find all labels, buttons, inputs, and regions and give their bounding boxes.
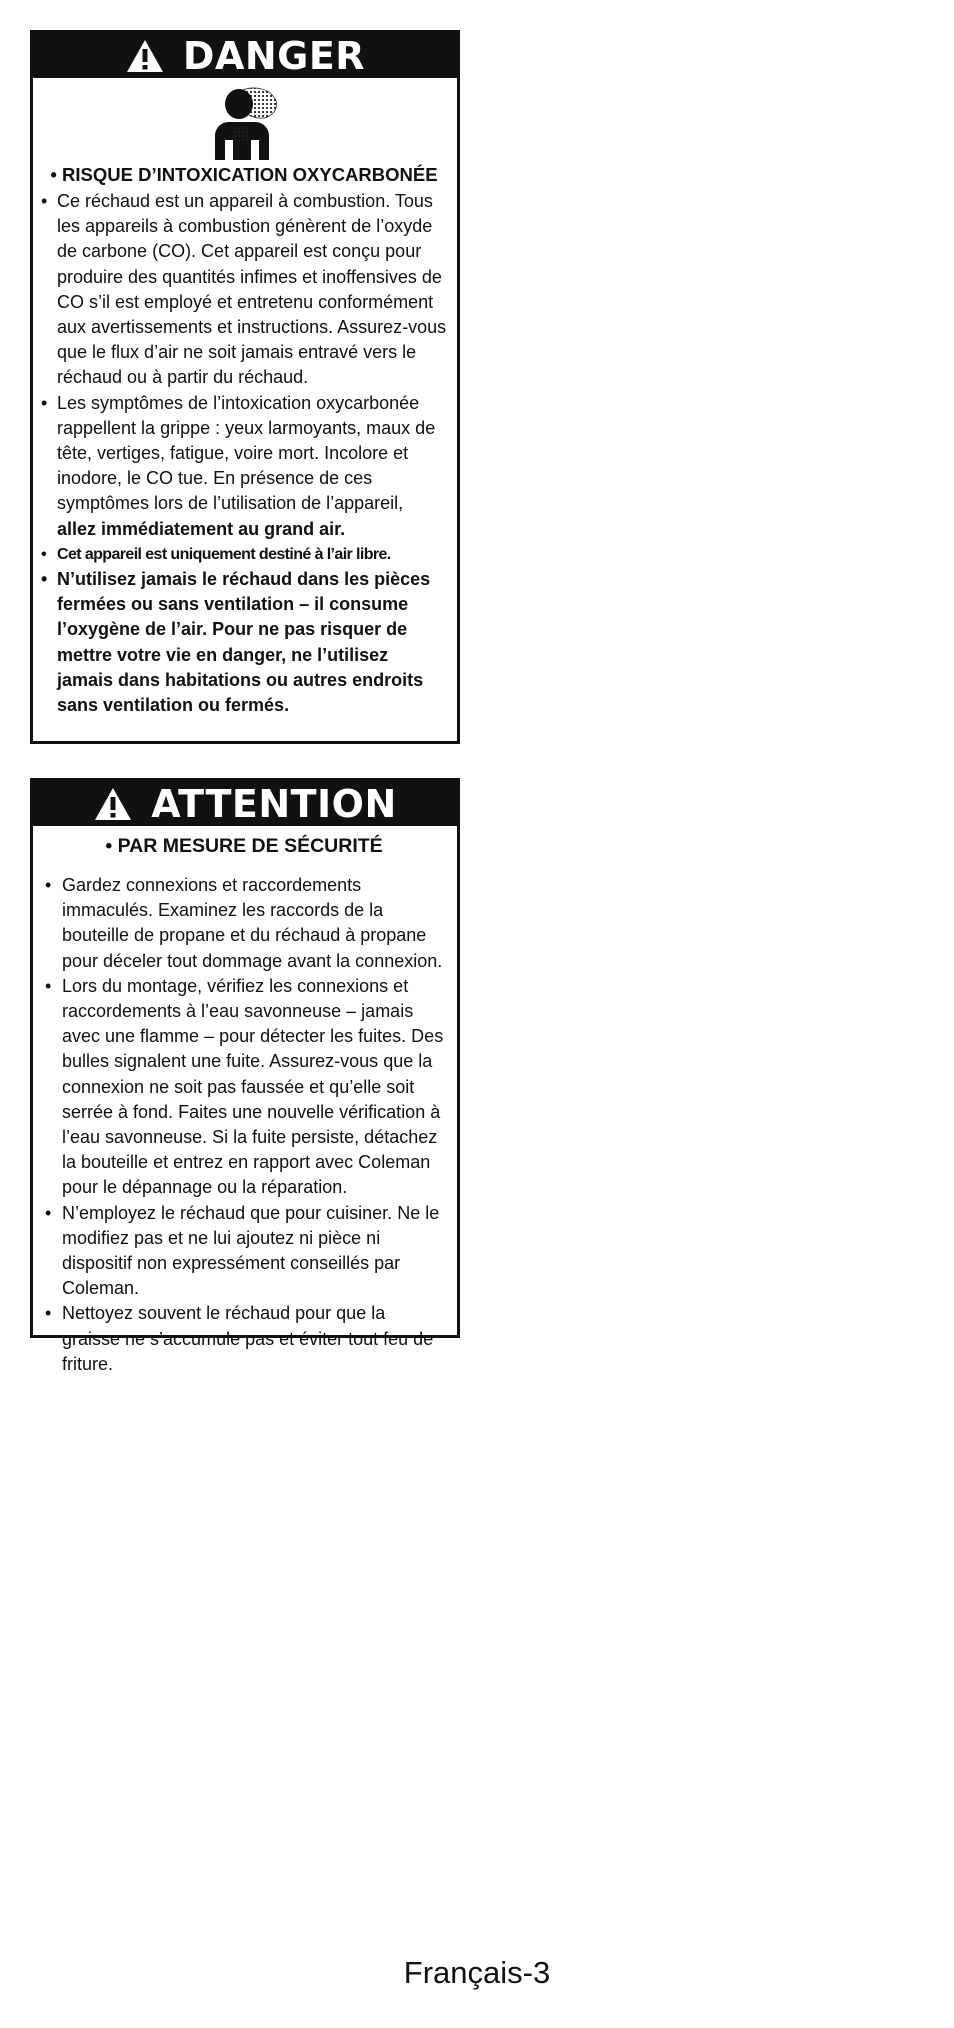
danger-item-3: • Cet appareil est uniquement destiné à l’air libre. — [41, 542, 447, 567]
attention-item-3: • N’employez le réchaud que pour cuisiner. Ne le modifiez pas et ne lui ajoutez ni pièce ni dispositif non expressément conseillés par Coleman. — [41, 1201, 447, 1302]
carbon-monoxide-person-icon — [209, 86, 281, 160]
page-number: Français-3 — [403, 1955, 551, 1990]
danger-item-4: • N’utilisez jamais le réchaud dans les pièces fermées ou sans ventilation – il consume l’oxygène de l’air. Pour ne pas risquer de mettre votre vie en danger, ne l’utilisez jamais dans habitations ou autres endroits sans ventilation ou fermés. — [41, 567, 447, 718]
danger-banner — [33, 33, 457, 78]
danger-title: DANGER — [182, 33, 366, 78]
danger-item-2-bold: allez immédiatement au grand air. — [57, 518, 346, 539]
warning-triangle-icon — [125, 38, 165, 74]
attention-item-1: • Gardez connexions et raccordements immaculés. Examinez les raccords de la bouteille de propane et du réchaud à propane pour déceler tout dommage avant la connexion. — [41, 873, 447, 974]
attention-list — [41, 873, 447, 1377]
attention-banner — [33, 781, 457, 826]
attention-title: ATTENTION — [151, 781, 397, 826]
danger-item-1: • Ce réchaud est un appareil à combustion. Tous les appareils à combustion génèrent de l’oxyde de carbone (CO). Cet appareil est conçu pour produire des quantités infimes et inoffensives de CO s’il est employé et entretenu conformément aux avertissements et instructions. Assurez-vous que le flux d’air ne soit jamais entravé vers le réchaud ou à partir du réchaud. — [41, 189, 447, 391]
danger-heading: • RISQUE D’INTOXICATION OXYCARBONÉE — [50, 164, 438, 185]
attention-warning-box — [30, 778, 460, 1374]
danger-item-2 — [41, 391, 447, 542]
danger-item-2-text: Les symptômes de l’intoxication oxycarbonée rappellent la grippe : yeux larmoyants, maux de tête, vertiges, fatigue, voire mort. Incolore et inodore, le CO tue. En présence de ces symptômes lors de l’utilisation de l’appareil, — [57, 392, 436, 514]
danger-list — [41, 189, 447, 718]
warning-triangle-icon — [93, 786, 133, 822]
danger-warning-box — [30, 30, 460, 744]
attention-item-2: • Lors du montage, vérifiez les connexions et raccordements à l’eau savonneuse – jamais avec une flamme – pour détecter les fuites. Des bulles signalent une fuite. Assurez-vous que la connexion ne soit pas faussée et qu’elle soit serrée à fond. Faites une nouvelle vérification à l’eau savonneuse. Si la fuite persiste, détachez la bouteille et entrez en rapport avec Coleman pour le dépannage ou la réparation. — [41, 974, 447, 1201]
attention-heading: • PAR MESURE DE SÉCURITÉ — [105, 835, 383, 857]
attention-item-4: • Nettoyez souvent le réchaud pour que la graisse ne s’accumule pas et éviter tout feu de friture. — [41, 1301, 447, 1377]
